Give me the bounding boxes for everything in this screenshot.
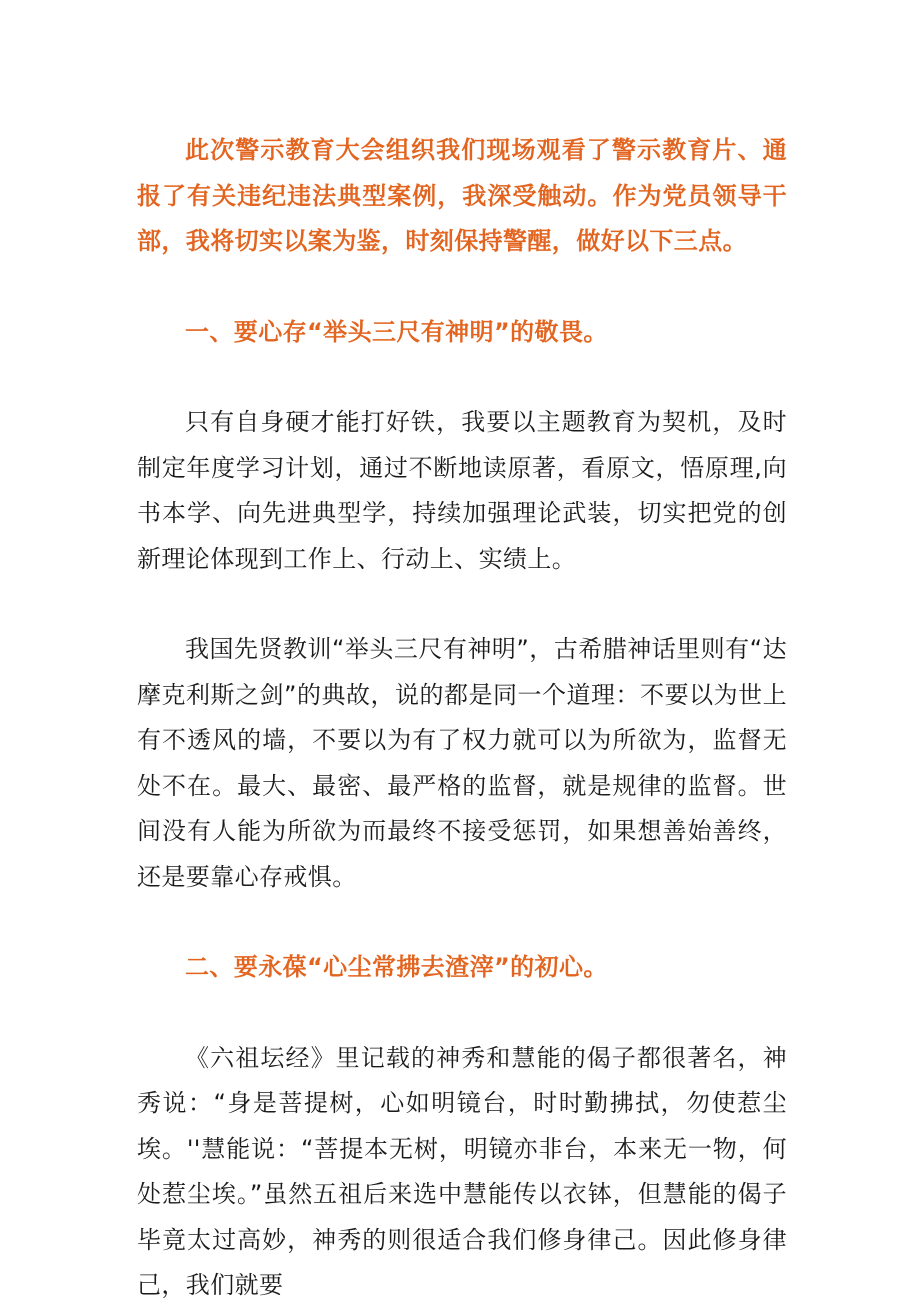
section-2-paragraph-1: 《六祖坛经》里记载的神秀和慧能的偈子都很著名，神秀说：“身是菩提树，心如明镜台，时时勤拂拭，勿使惹尘埃。''慧能说：“菩提本无树，明镜亦非台，本来无一物，何处惹尘埃。”虽然五祖后来选中慧能传以衣钵，但慧能的偈子毕竟太过高妙，神秀的则很适合我们修身律己。因此修身律己，我们就要: [137, 1043, 787, 1299]
document-body: [137, 128, 787, 1309]
section-2-heading: 二、要永葆“心尘常拂去渣滓”的初心。: [185, 953, 608, 981]
intro-paragraph: 此次警示教育大会组织我们现场观看了警示教育片、通报了有关违纪违法典型案例，我深受触动。作为党员领导干部，我将切实以案为鉴，时刻保持警醒，做好以下三点。: [137, 136, 787, 255]
section-1-heading: 一、要心存“举头三尺有神明”的敬畏。: [185, 317, 608, 346]
section-1-paragraph-2: 我国先贤教训“举头三尺有神明”，古希腊神话里则有“达摩克利斯之剑”的典故，说的都是同一个道理：不要以为世上有不透风的墙，不要以为有了权力就可以为所欲为，监督无处不在。最大、最密、最严格的监督，就是规律的监督。世间没有人能为所欲为而最终不接受惩罚，如果想善始善终，还是要靠心存戒惧。: [137, 635, 787, 891]
section-1-paragraph-1: 只有自身硬才能打好铁，我要以主题教育为契机，及时制定年度学习计划，通过不断地读原著，看原文，悟原理,向书本学、向先进典型学，持续加强理论武装，切实把党的创新理论体现到工作上、行动上、实绩上。: [137, 408, 787, 573]
